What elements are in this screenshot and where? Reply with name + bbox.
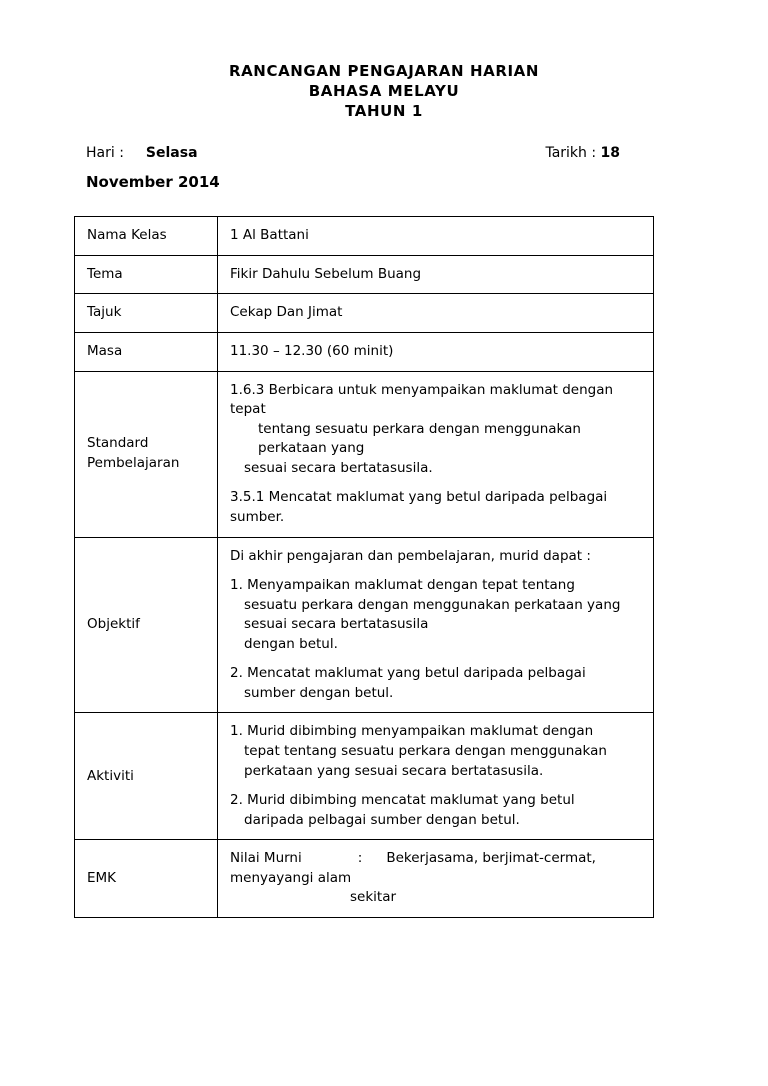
emk-nilai-line2: menyayangi alam [230, 869, 352, 886]
table-row-emk [75, 840, 654, 918]
aktiviti-item2-line2: daripada pelbagai sumber dengan betul. [244, 811, 520, 828]
label-text-emk: EMK [87, 869, 117, 886]
standard-para2-line1: 3.5.1 Mencatat maklumat yang betul daripada pelbagai [230, 489, 608, 506]
row-label-masa: Masa [75, 333, 218, 372]
table-row [75, 294, 654, 333]
table-row [75, 255, 654, 294]
standard-para2-line2: sumber. [230, 508, 285, 525]
row-label-objektif [75, 537, 218, 713]
title-line-1: RANCANGAN PENGAJARAN HARIAN [228, 62, 540, 80]
row-value-objektif [218, 537, 654, 713]
label-text-standard: Standard Pembelajaran [87, 435, 180, 472]
table-row-standard-pembelajaran [75, 371, 654, 537]
row-label-nama-kelas: Nama Kelas [75, 217, 218, 256]
row-value-aktiviti [218, 713, 654, 840]
objektif-item2-line2: sumber dengan betul. [244, 684, 394, 701]
table-row [75, 333, 654, 372]
day-field [86, 143, 198, 165]
objektif-item1-line2: sesuatu perkara dengan menggunakan perkataan yang [244, 596, 621, 613]
aktiviti-item2-line1: 2. Murid dibimbing mencatat maklumat yang betul [230, 792, 575, 809]
emk-nilai-line3: sekitar [350, 889, 397, 906]
aktiviti-item1-line2: tepat tentang sesuatu perkara dengan menggunakan [244, 743, 607, 760]
label-text-objektif: Objektif [87, 616, 140, 633]
date-field [545, 143, 620, 165]
document-title-block [0, 62, 768, 121]
row-value-tajuk: Cekap Dan Jimat [218, 294, 654, 333]
lesson-plan-table [74, 216, 654, 918]
row-label-emk [75, 840, 218, 918]
row-value-emk [218, 840, 654, 918]
title-line-2: BAHASA MELAYU [308, 81, 460, 100]
document-meta-row [0, 143, 768, 194]
date-month-year: November 2014 [86, 173, 220, 192]
row-label-aktiviti [75, 713, 218, 840]
row-value-tema: Fikir Dahulu Sebelum Buang [218, 255, 654, 294]
standard-para1-line1: 1.6.3 Berbicara untuk menyampaikan maklumat dengan tepat [230, 381, 614, 418]
row-value-standard-pembelajaran [218, 371, 654, 537]
objektif-item2-line1: 2. Mencatat maklumat yang betul daripada pelbagai [230, 665, 586, 682]
objektif-item1-line1: 1. Menyampaikan maklumat dengan tepat tentang [230, 577, 575, 594]
date-value: 18 [600, 145, 620, 162]
row-label-tajuk: Tajuk [75, 294, 218, 333]
title-line-3: TAHUN 1 [345, 101, 423, 120]
date-label: Tarikh : [545, 145, 597, 162]
emk-nilai-label: Nilai Murni [230, 850, 302, 867]
row-label-tema: Tema [75, 255, 218, 294]
day-value: Selasa [145, 145, 198, 162]
objektif-intro: Di akhir pengajaran dan pembelajaran, murid dapat : [230, 547, 591, 564]
label-text-aktiviti: Aktiviti [87, 767, 134, 784]
emk-nilai-line [230, 849, 643, 869]
table-row-aktiviti [75, 713, 654, 840]
emk-colon: : [357, 850, 363, 867]
document-page [0, 62, 768, 1086]
emk-nilai-value: Bekerjasama, berjimat-cermat, [386, 850, 596, 867]
table-row-objektif [75, 537, 654, 713]
objektif-item1-line4: dengan betul. [244, 635, 338, 652]
standard-para1-line2: tentang sesuatu perkara dengan menggunakan perkataan yang [258, 420, 581, 457]
table-row [75, 217, 654, 256]
row-value-masa: 11.30 – 12.30 (60 minit) [218, 333, 654, 372]
objektif-item1-line3: sesuai secara bertatasusila [244, 616, 429, 633]
day-label: Hari : [86, 145, 124, 162]
aktiviti-item1-line1: 1. Murid dibimbing menyampaikan maklumat dengan [230, 723, 594, 740]
standard-para1-line3: sesuai secara bertatasusila. [244, 459, 433, 476]
row-value-nama-kelas: 1 Al Battani [218, 217, 654, 256]
row-label-standard-pembelajaran [75, 371, 218, 537]
aktiviti-item1-line3: perkataan yang sesuai secara bertatasusila. [244, 762, 544, 779]
